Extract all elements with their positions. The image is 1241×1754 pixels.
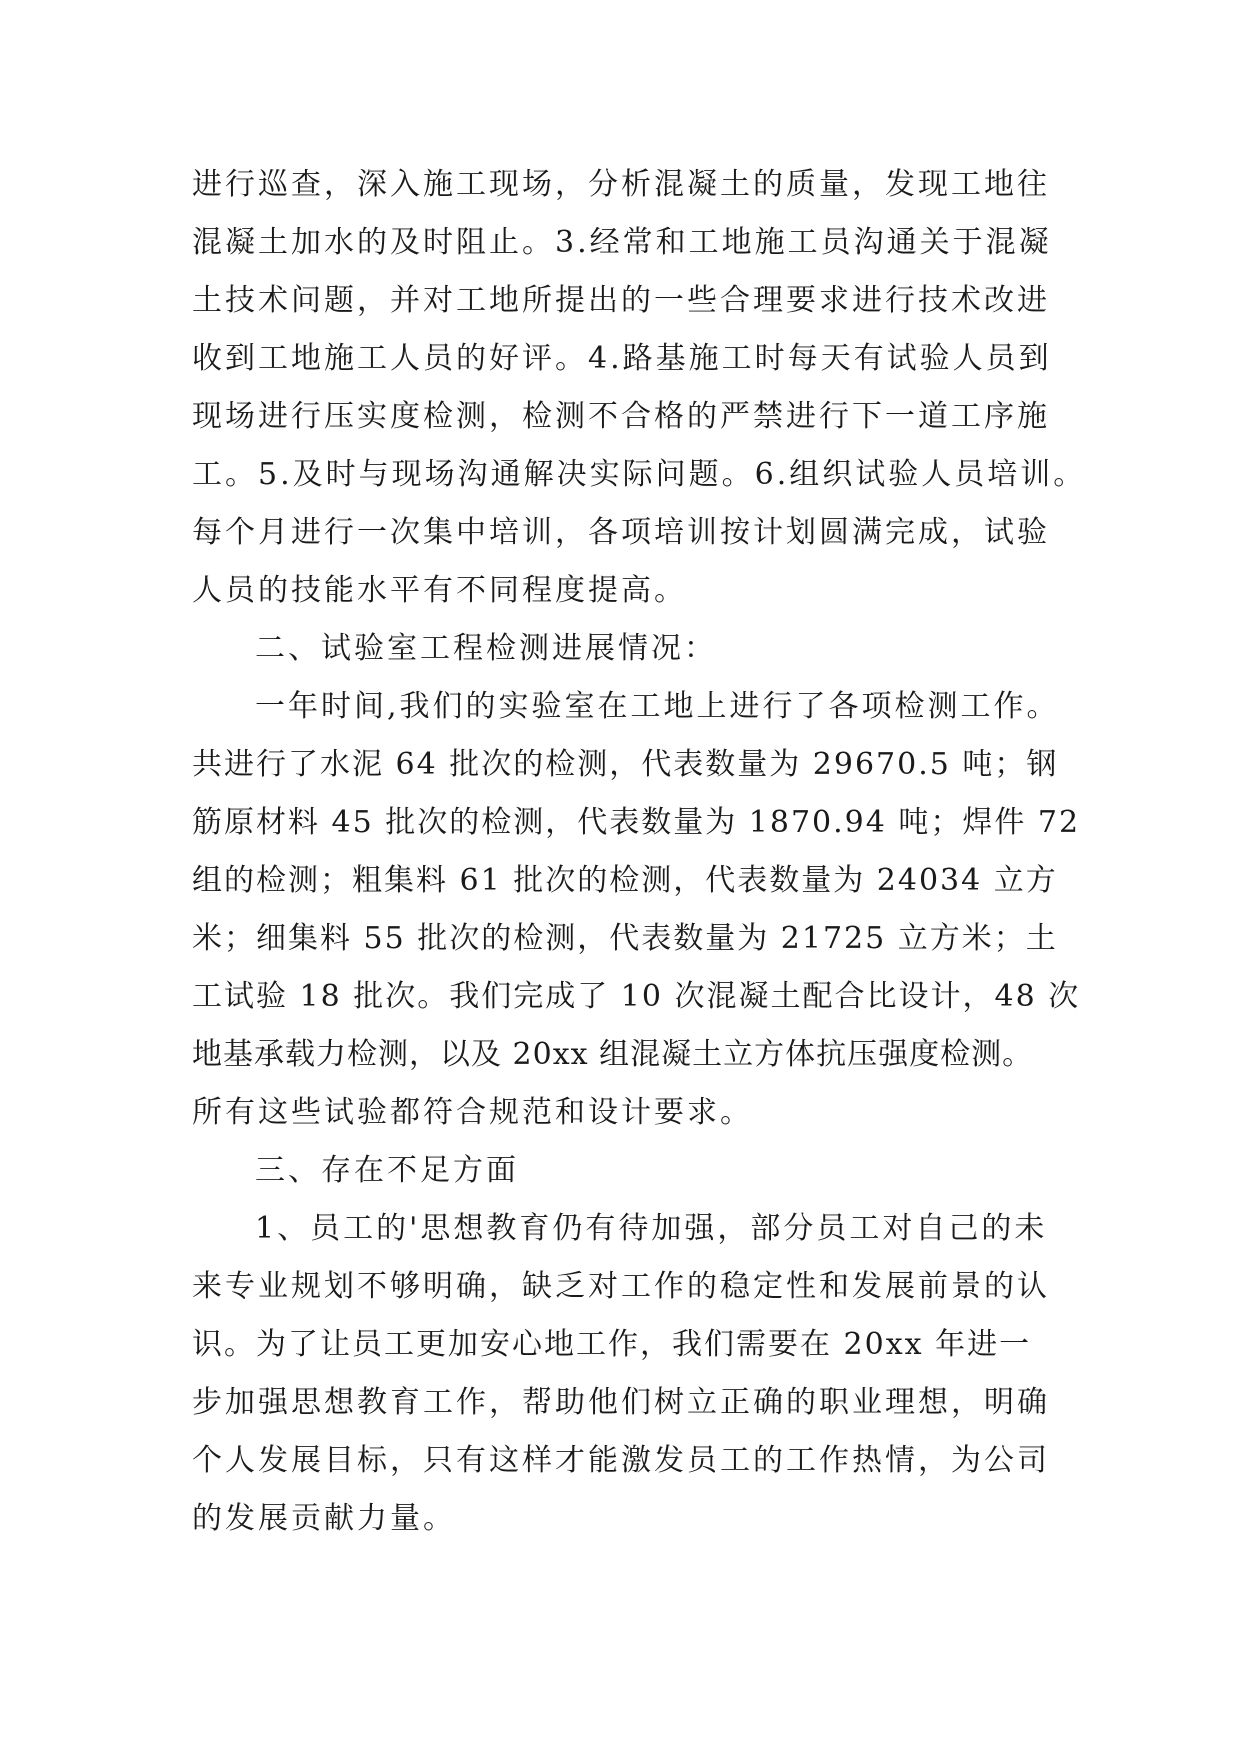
body-text-line: 识。为了让员工更加安心地工作，我们需要在 20xx 年进一 — [192, 1327, 1032, 1362]
body-text-line: 所有这些试验都符合规范和设计要求。 — [192, 1095, 753, 1130]
body-text-line: 筋原材料 45 批次的检测，代表数量为 1870.94 吨；焊件 72 — [192, 805, 1081, 840]
body-text-line: 每个月进行一次集中培训，各项培训按计划圆满完成，试验 — [192, 515, 1050, 550]
section-heading-3: 三、存在不足方面 — [255, 1153, 519, 1188]
body-text-line: 米；细集料 55 批次的检测，代表数量为 21725 立方米；土 — [192, 921, 1058, 956]
body-text-line: 地基承载力检测，以及 20xx 组混凝土立方体抗压强度检测。 — [192, 1037, 1034, 1072]
body-text-line: 步加强思想教育工作，帮助他们树立正确的职业理想，明确 — [192, 1385, 1050, 1420]
body-text-line: 土技术问题，并对工地所提出的一些合理要求进行技术改进 — [192, 283, 1050, 318]
section-heading-2: 二、试验室工程检测进展情况： — [255, 631, 717, 666]
body-text-line: 混凝土加水的及时阻止。3.经常和工地施工员沟通关于混凝 — [192, 225, 1052, 260]
body-text-line: 一年时间,我们的实验室在工地上进行了各项检测工作。 — [255, 689, 1060, 724]
body-text-line: 来专业规划不够明确，缺乏对工作的稳定性和发展前景的认 — [192, 1269, 1050, 1304]
body-text-line: 收到工地施工人员的好评。4.路基施工时每天有试验人员到 — [192, 341, 1052, 376]
body-text-line: 人员的技能水平有不同程度提高。 — [192, 573, 687, 608]
body-text-line: 进行巡查，深入施工现场，分析混凝土的质量，发现工地往 — [192, 167, 1050, 202]
body-text-line: 的发展贡献力量。 — [192, 1501, 456, 1536]
body-text-line: 1、员工的'思想教育仍有待加强，部分员工对自己的未 — [255, 1211, 1048, 1246]
body-text-line: 工试验 18 批次。我们完成了 10 次混凝土配合比设计，48 次 — [192, 979, 1081, 1014]
body-text-line: 现场进行压实度检测，检测不合格的严禁进行下一道工序施 — [192, 399, 1050, 434]
body-text-line: 组的检测；粗集料 61 批次的检测，代表数量为 24034 立方 — [192, 863, 1058, 898]
body-text-line: 个人发展目标，只有这样才能激发员工的工作热情，为公司 — [192, 1443, 1050, 1478]
body-text-line: 工。5.及时与现场沟通解决实际问题。6.组织试验人员培训。 — [192, 457, 1087, 492]
body-text-line: 共进行了水泥 64 批次的检测，代表数量为 29670.5 吨；钢 — [192, 747, 1059, 782]
